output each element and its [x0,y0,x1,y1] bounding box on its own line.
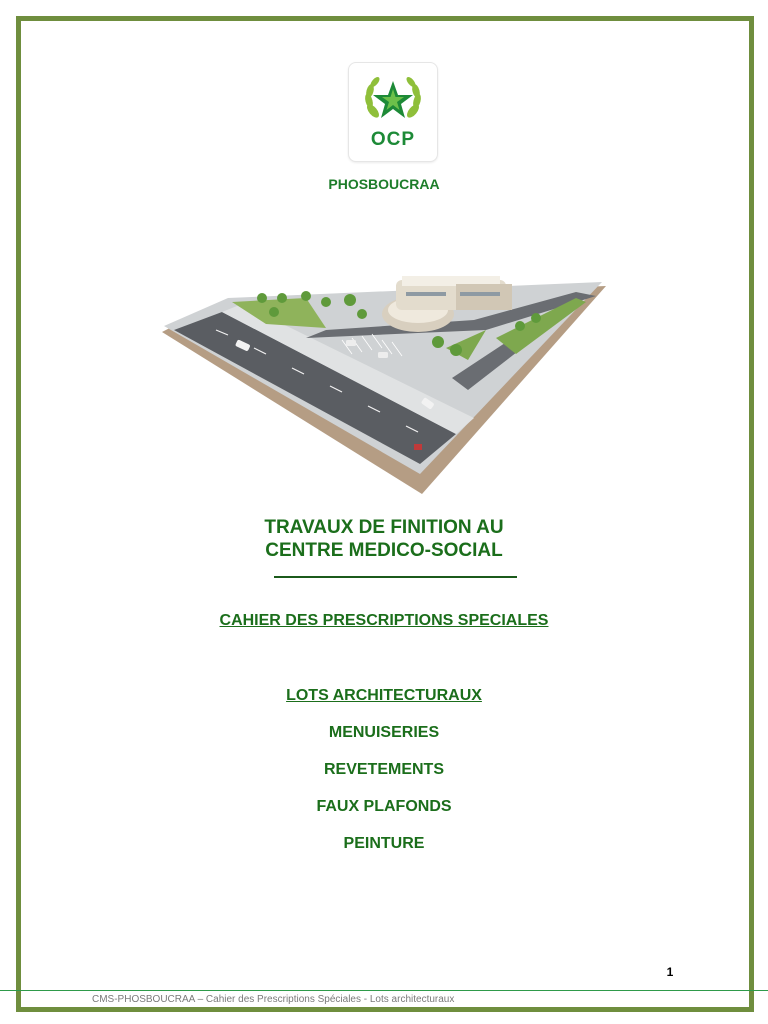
ocp-logo [348,62,438,162]
building-3d-render [156,268,612,498]
footer-text: CMS-PHOSBOUCRAA – Cahier des Prescriptions Spéciales - Lots architecturaux [92,994,455,1004]
logo-text: OCP [370,129,416,150]
title-line-2: CENTRE MEDICO-SOCIAL [265,540,503,561]
lots-list [0,686,768,871]
company-name: PHOSBOUCRAA [328,176,440,192]
document-title [0,516,768,562]
page-number: 1 [666,965,674,979]
lot-item-faux-plafonds: FAUX PLAFONDS [316,798,452,815]
title-underline [274,576,517,578]
footer-rule [0,990,768,991]
lot-item-architecturaux: LOTS ARCHITECTURAUX [286,687,482,704]
lot-item-menuiseries: MENUISERIES [328,724,440,741]
lot-item-revetements: REVETEMENTS [323,761,444,778]
document-subtitle: CAHIER DES PRESCRIPTIONS SPECIALES [219,612,549,629]
title-line-1: TRAVAUX DE FINITION AU [264,517,504,538]
ocp-star-wreath-icon [359,71,427,131]
lot-item-peinture: PEINTURE [343,835,425,852]
